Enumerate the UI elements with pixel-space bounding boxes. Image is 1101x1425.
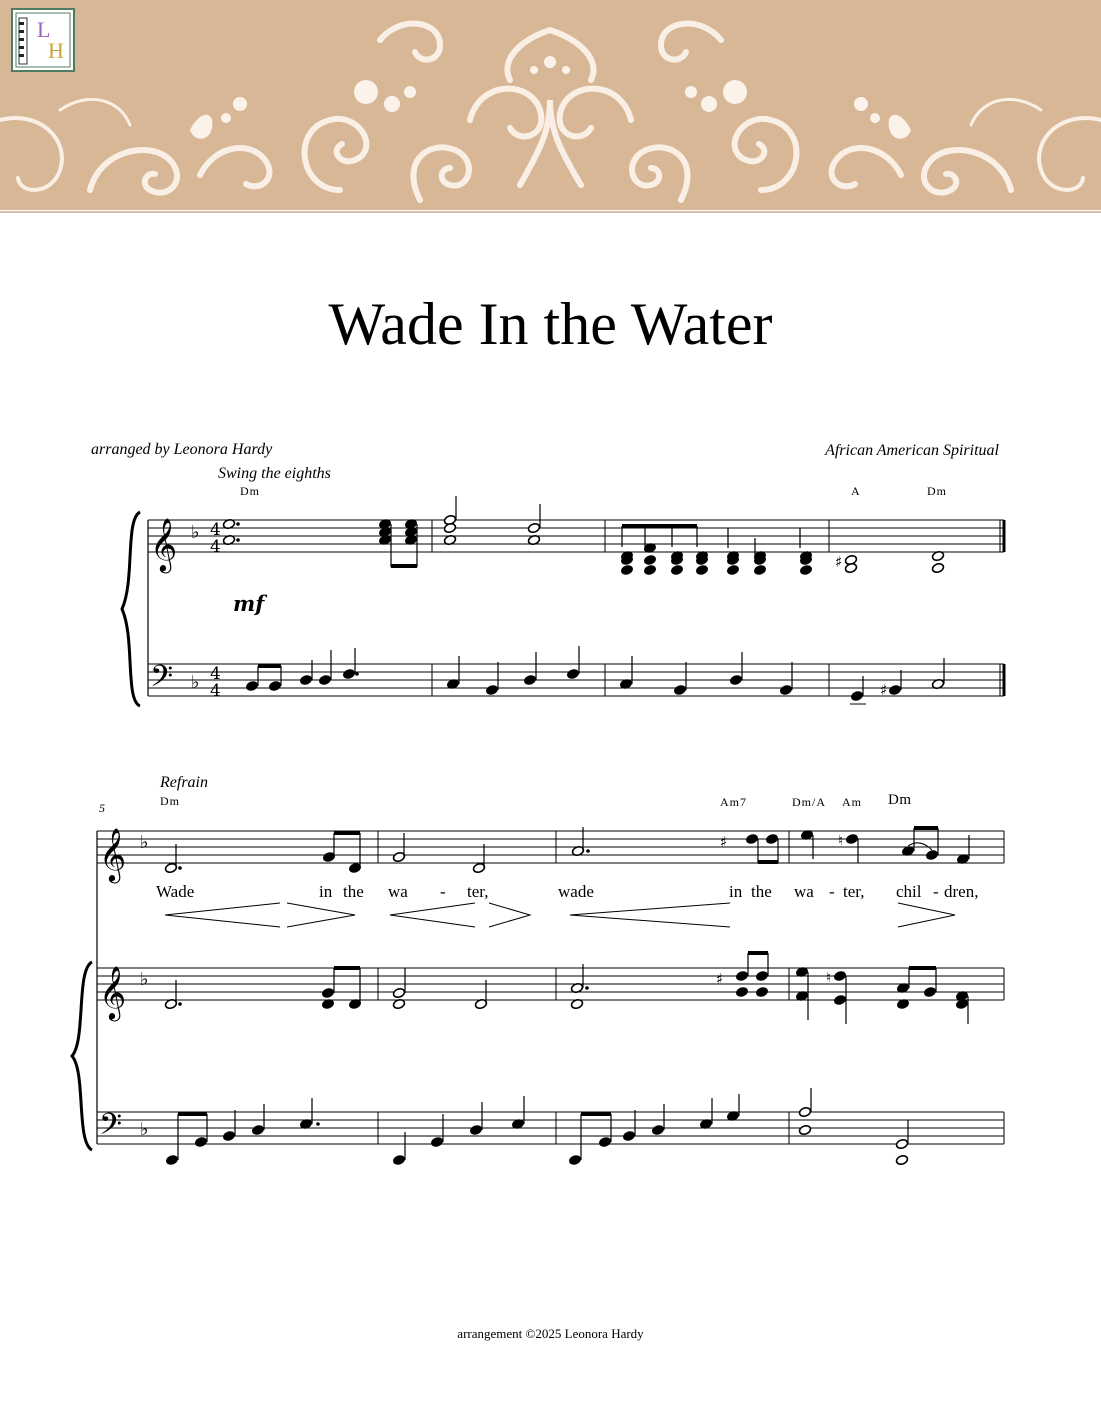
lyric-syllable: - <box>829 882 835 901</box>
notehead <box>299 674 312 685</box>
notehead <box>527 522 540 533</box>
notehead <box>568 1154 581 1165</box>
notehead <box>673 684 686 695</box>
logo-letter-l: L <box>37 17 51 42</box>
notehead <box>523 674 536 685</box>
decrescendo-hairpin <box>898 903 955 927</box>
beam <box>391 564 417 568</box>
chord-symbol: Dm <box>160 794 180 808</box>
beam <box>909 966 936 970</box>
dynamic-marking: mf <box>233 591 265 616</box>
chord-symbol: Am7 <box>720 795 747 809</box>
beam <box>258 664 281 668</box>
notehead <box>443 522 456 533</box>
beam <box>748 951 768 955</box>
chord-symbol: Dm <box>888 792 912 808</box>
logo-letter-h: H <box>48 38 64 63</box>
lyric-syllable: ter, <box>467 882 489 901</box>
source-credit: African American Spiritual <box>825 442 999 459</box>
brace <box>72 962 92 1150</box>
beam <box>178 1112 207 1116</box>
decrescendo-hairpin <box>489 903 530 927</box>
chord-symbol: A <box>851 484 861 498</box>
notehead <box>321 987 334 998</box>
notehead <box>430 1136 443 1147</box>
copyright-footer: arrangement ©2025 Leonora Hardy <box>457 1326 644 1341</box>
brace <box>122 512 140 706</box>
notehead <box>194 1136 207 1147</box>
notehead <box>888 684 901 695</box>
natural-accidental: ♮ <box>826 970 832 986</box>
notehead <box>251 1124 264 1135</box>
notehead <box>342 668 355 679</box>
treble-clef: 𝄞 <box>99 965 127 1019</box>
notehead <box>844 562 857 573</box>
notehead <box>566 668 579 679</box>
lyric-syllable: the <box>751 882 772 901</box>
lyric-syllable: in <box>319 882 333 901</box>
notehead <box>745 833 758 844</box>
dot <box>585 986 589 990</box>
notehead <box>798 1106 811 1117</box>
flat-key-signature: ♭ <box>140 832 149 853</box>
notehead <box>735 970 748 981</box>
sharp-accidental: ♯ <box>880 681 888 699</box>
chord-symbol: Am <box>842 795 862 809</box>
sharp-accidental: ♯ <box>716 970 724 988</box>
notehead <box>753 564 766 575</box>
notehead <box>833 970 846 981</box>
beam <box>914 826 938 830</box>
lyric-syllable: wa <box>794 882 814 901</box>
arranger-credit: arranged by Leonora Hardy <box>91 441 273 458</box>
time-signature: 4 <box>210 681 221 701</box>
notehead <box>392 987 405 998</box>
lyric-syllable: Wade <box>156 882 195 901</box>
beam <box>758 860 778 864</box>
flat-key-signature: ♭ <box>191 522 200 543</box>
crescendo-hairpin <box>165 903 280 927</box>
lyric-syllable: the <box>343 882 364 901</box>
notehead <box>651 1124 664 1135</box>
measure-number: 5 <box>99 801 105 815</box>
chord-symbol: Dm <box>927 484 947 498</box>
lyric-syllable: ter, <box>843 882 865 901</box>
notehead <box>923 986 936 997</box>
notehead <box>620 564 633 575</box>
notehead <box>268 680 281 691</box>
sharp-accidental: ♯ <box>720 833 728 851</box>
section-label: Refrain <box>160 774 208 791</box>
dot <box>236 522 240 526</box>
flat-key-signature: ♭ <box>140 969 149 990</box>
time-signature: 4 <box>210 537 221 557</box>
notehead <box>485 684 498 695</box>
time-signature: 4 <box>210 664 221 684</box>
dot <box>355 672 359 676</box>
lyric-syllable: - <box>933 882 939 901</box>
notehead <box>245 680 258 691</box>
crescendo-hairpin <box>390 903 475 927</box>
notehead <box>755 970 768 981</box>
lyric-syllable: wa <box>388 882 408 901</box>
bass-clef: 𝄢 <box>99 1108 123 1149</box>
sharp-accidental: ♯ <box>835 553 843 571</box>
notehead <box>735 986 748 997</box>
notehead <box>222 1130 235 1141</box>
lyric-syllable: wade <box>558 882 594 901</box>
notehead <box>695 564 708 575</box>
notehead <box>643 554 656 565</box>
dot <box>178 1002 182 1006</box>
notehead <box>622 1130 635 1141</box>
notehead <box>392 1154 405 1165</box>
notehead <box>925 849 938 860</box>
notehead <box>765 833 778 844</box>
notehead <box>798 1124 811 1135</box>
notehead <box>598 1136 611 1147</box>
notehead <box>165 1154 178 1165</box>
treble-clef: 𝄞 <box>99 827 127 881</box>
notehead <box>643 564 656 575</box>
notehead <box>755 986 768 997</box>
notehead <box>833 994 846 1005</box>
bass-clef: 𝄢 <box>150 660 174 701</box>
chord-symbol: Dm <box>240 484 260 498</box>
crescendo-hairpin <box>570 903 730 927</box>
notehead <box>670 564 683 575</box>
notehead <box>895 1154 908 1165</box>
decrescendo-hairpin <box>287 903 355 927</box>
lyric-syllable: - <box>440 882 446 901</box>
lyric-syllable: chil <box>896 882 922 901</box>
notehead <box>895 1138 908 1149</box>
lyric-syllable: dren, <box>944 882 979 901</box>
notehead <box>845 833 858 844</box>
treble-clef: 𝄞 <box>150 517 178 571</box>
notehead <box>799 564 812 575</box>
chord-symbol: Dm/A <box>792 795 826 809</box>
dot <box>316 1122 320 1126</box>
page-title: Wade In the Water <box>328 291 773 357</box>
lyric-syllable: in <box>729 882 743 901</box>
beam <box>622 524 697 528</box>
beam <box>581 1112 611 1116</box>
tempo-marking: Swing the eighths <box>218 465 331 482</box>
beam <box>334 831 360 835</box>
flat-key-signature: ♭ <box>140 1119 149 1140</box>
time-signature: 4 <box>210 520 221 540</box>
notehead <box>779 684 792 695</box>
notehead <box>318 674 331 685</box>
dot <box>178 866 182 870</box>
dot <box>586 849 590 853</box>
notehead <box>850 690 863 701</box>
dot <box>236 538 240 542</box>
flat-key-signature: ♭ <box>191 672 200 693</box>
beam <box>334 966 360 970</box>
notehead <box>726 564 739 575</box>
notehead <box>729 674 742 685</box>
notehead <box>931 562 944 573</box>
notehead <box>469 1124 482 1135</box>
natural-accidental: ♮ <box>838 833 844 849</box>
